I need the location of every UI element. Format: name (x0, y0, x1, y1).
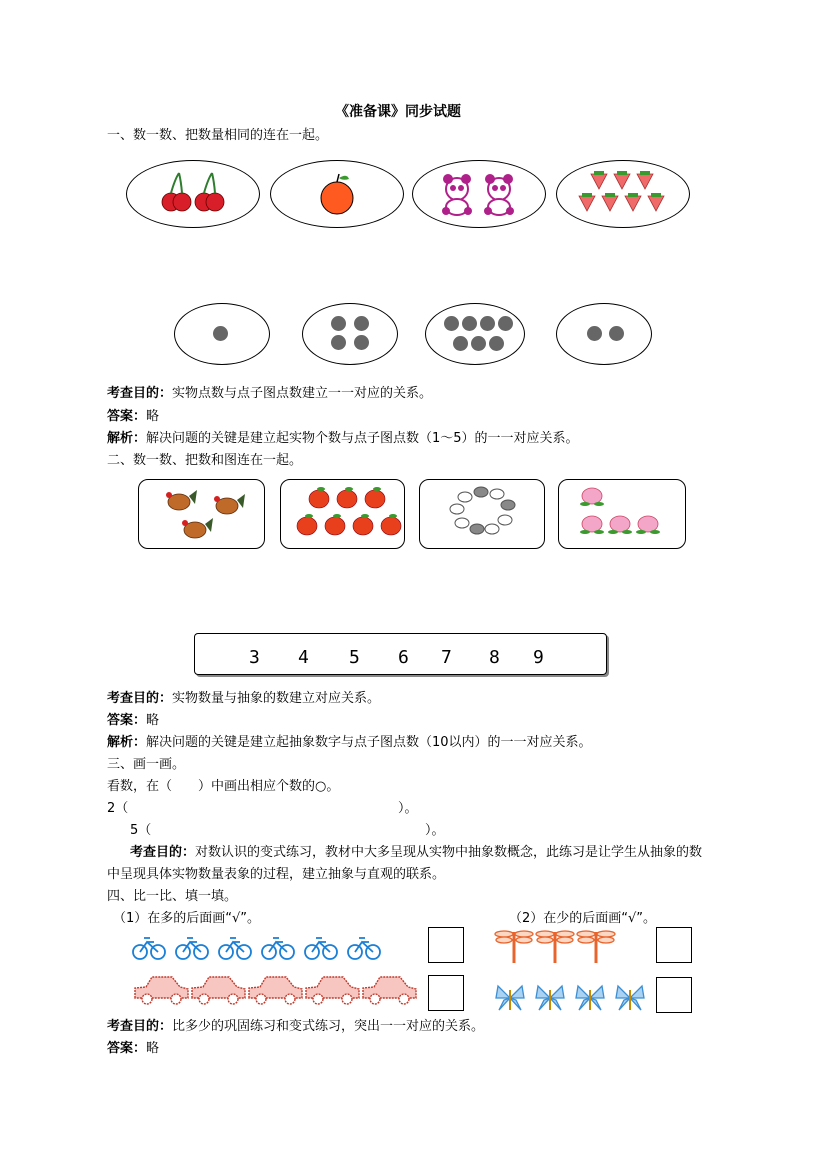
number-8[interactable]: 8 (489, 647, 500, 668)
pandas-picture (413, 161, 547, 229)
s1-analysis: 解析：解决问题的关键是建立起实物个数与点子图点数（1～5）的一一对应关系。 (107, 431, 579, 446)
answer-box-cars[interactable] (428, 975, 464, 1011)
number-7[interactable]: 7 (441, 647, 452, 668)
dot (498, 316, 513, 331)
section4-heading: 四、比一比、填一填。 (107, 889, 238, 904)
box-roosters[interactable] (138, 479, 265, 549)
answer-box-dragonflies[interactable] (656, 927, 692, 963)
answer-box-butterflies[interactable] (656, 977, 692, 1013)
dot (354, 316, 369, 331)
peaches-picture (559, 480, 687, 550)
dot (331, 316, 346, 331)
cars-row (132, 970, 422, 1010)
oval-pandas[interactable] (412, 160, 546, 228)
number-6[interactable]: 6 (398, 647, 409, 668)
bead-ring-picture (420, 480, 546, 550)
s4-q2: （2）在少的后面画“√”。 (509, 911, 657, 926)
oval-apple[interactable] (270, 160, 404, 228)
oval-dots-5[interactable] (425, 303, 525, 365)
s3-purpose-a: 考查目的：对数认识的变式练习，教材中大多呈现从实物中抽象数概念，此练习是让学生从抽象的数 (130, 845, 703, 860)
dot (587, 326, 602, 341)
dot (213, 326, 228, 341)
cherries-picture (127, 161, 261, 229)
oval-cherries[interactable] (126, 160, 260, 228)
s4-q1: （1）在多的后面画“√”。 (113, 911, 261, 926)
oval-dots-2[interactable] (556, 303, 652, 365)
roosters-picture (139, 480, 266, 550)
section1-heading: 一、数一数、把数量相同的连在一起。 (107, 128, 329, 143)
s4-purpose: 考查目的：比多少的巩固练习和变式练习，突出一一对应的关系。 (107, 1019, 485, 1034)
dragonflies-row (494, 927, 624, 967)
box-apples[interactable] (280, 479, 405, 549)
dot (444, 316, 459, 331)
number-5[interactable]: 5 (349, 647, 360, 668)
number-9[interactable]: 9 (533, 647, 544, 668)
bicycles-row (130, 930, 390, 966)
dot (354, 335, 369, 350)
s1-answer: 答案：略 (107, 409, 160, 424)
strawberries-picture (557, 161, 691, 229)
oval-dots-4[interactable] (302, 303, 398, 365)
s3-line1-start: 2（ (107, 801, 129, 816)
section2-heading: 二、数一数、把数和图连在一起。 (107, 453, 303, 468)
butterflies-row (494, 982, 654, 1016)
oval-strawberries[interactable] (556, 160, 690, 228)
s3-purpose-b: 中呈现具体实物数量表象的过程，建立抽象与直观的联系。 (107, 867, 446, 882)
page-title: 《准备课》同步试题 (335, 104, 461, 120)
s4-answer: 答案：略 (107, 1041, 160, 1056)
apple-picture (271, 161, 405, 229)
oval-dots-1[interactable] (174, 303, 270, 365)
dot (453, 336, 468, 351)
section3-heading: 三、画一画。 (107, 757, 186, 772)
box-circle-ring[interactable] (419, 479, 545, 549)
s3-line2-start: 5（ (130, 823, 152, 838)
box-peaches[interactable] (558, 479, 686, 549)
s3-instruction: 看数，在（ ）中画出相应个数的○。 (107, 779, 340, 794)
dot (609, 326, 624, 341)
dot (489, 336, 504, 351)
s3-line2-end: ）。 (425, 823, 445, 838)
dot (480, 316, 495, 331)
apples-picture (281, 480, 406, 550)
dot (462, 316, 477, 331)
answer-box-bicycles[interactable] (428, 927, 464, 963)
dot (471, 336, 486, 351)
number-3[interactable]: 3 (249, 647, 260, 668)
number-4[interactable]: 4 (298, 647, 309, 668)
dot (331, 335, 346, 350)
s2-purpose: 考查目的：实物数量与抽象的数建立对应关系。 (107, 691, 381, 706)
s1-purpose: 考查目的：实物点数与点子图点数建立一一对应的关系。 (107, 386, 433, 401)
s3-line1-end: ）。 (398, 801, 418, 816)
s2-answer: 答案：略 (107, 713, 160, 728)
s2-analysis: 解析：解决问题的关键是建立起抽象数字与点子图点数（10以内）的一一对应关系。 (107, 735, 592, 750)
